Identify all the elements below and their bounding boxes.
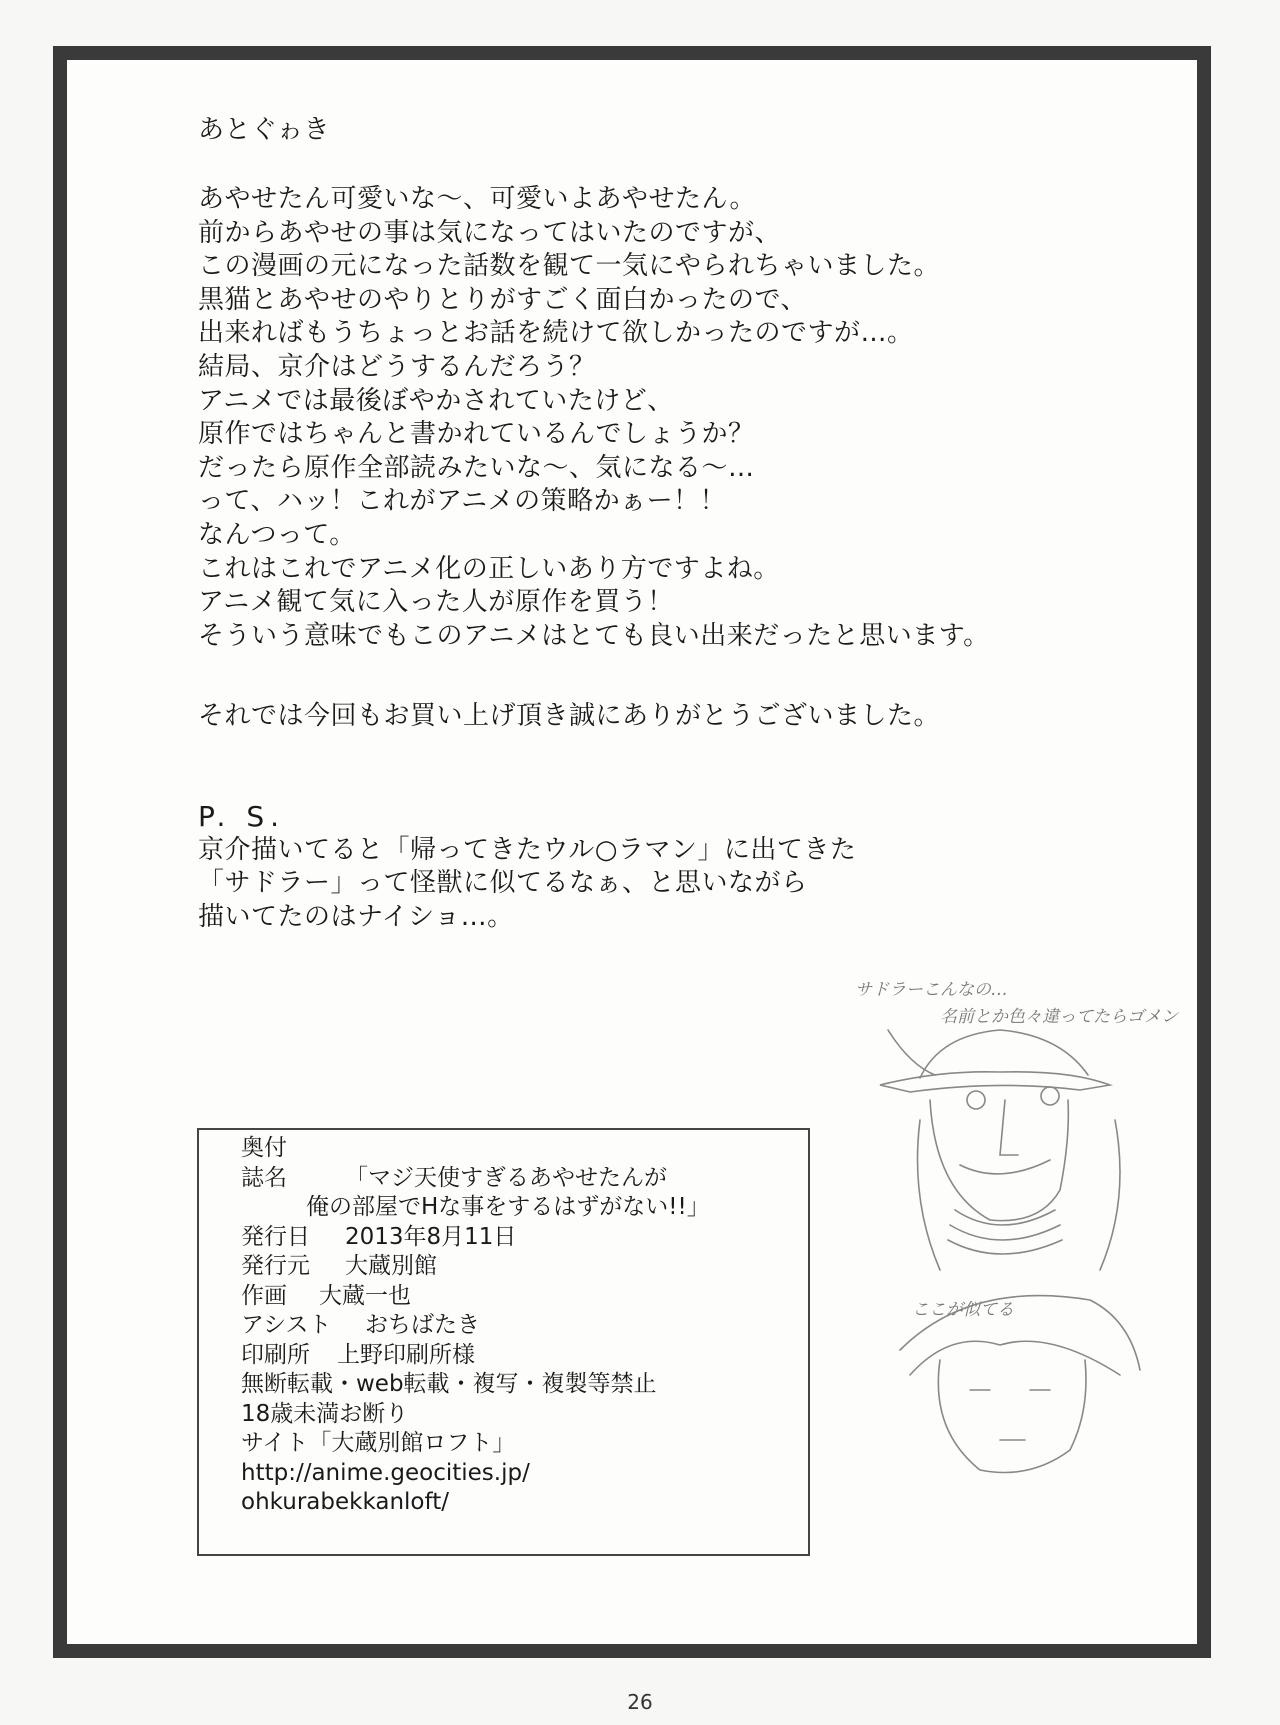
body-line: 前からあやせの事は気になってはいたのですが、 xyxy=(198,217,782,248)
body-line: アニメ観て気に入った人が原作を買う！ xyxy=(198,587,674,618)
body-line: 黒猫とあやせのやりとりがすごく面白かったので、 xyxy=(198,284,807,315)
sketch-note-top-2: 名前とか色々違ってたらゴメン xyxy=(940,1007,1178,1027)
body-line: これはこれでアニメ化の正しいあり方ですよね。 xyxy=(198,553,780,584)
body-line: 原作ではちゃんと書かれているんでしょうか？ xyxy=(198,419,755,450)
body-line: この漫画の元になった話数を観て一気にやられちゃいました。 xyxy=(198,251,941,282)
colophon-url: http://anime.geocities.jp/ xyxy=(241,1459,530,1486)
colophon-row-title-cont: 俺の部屋でHな事をするはずがない!!」 xyxy=(306,1194,710,1220)
colophon-row-title: 誌名 「マジ天使すぎるあやせたんが xyxy=(241,1164,667,1191)
body-line: そういう意味でもこのアニメはとても良い出来だったと思います。 xyxy=(198,620,990,651)
colophon-site: サイト「大蔵別館ロフト」 xyxy=(241,1430,516,1456)
colophon-url-2: ohkurabekkanloft/ xyxy=(241,1489,449,1515)
ps-line: 「サドラー」って怪獣に似てるなぁ、と思いながら xyxy=(198,868,808,899)
monster-and-kyosuke-sketch xyxy=(850,950,1180,1490)
sketch-note-top: サドラーこんなの… xyxy=(855,980,1008,1000)
ps-line: 描いてたのはナイショ…。 xyxy=(198,901,514,932)
colophon-title: 奥付 xyxy=(241,1135,287,1161)
body-line: なんつって。 xyxy=(198,519,356,550)
colophon-box xyxy=(197,1128,810,1556)
afterword-body xyxy=(198,183,990,653)
body-line: 結局、京介はどうするんだろう？ xyxy=(198,351,596,382)
colophon-row-artist: 作画 大蔵一也 xyxy=(241,1282,411,1309)
colophon-notice: 無断転載・web転載・複写・複製等禁止 xyxy=(241,1371,657,1397)
colophon-row-printer: 印刷所 上野印刷所様 xyxy=(241,1341,475,1368)
colophon-age: 18歳未満お断り xyxy=(241,1400,409,1427)
colophon-row-date: 発行日 2013年8月11日 xyxy=(241,1223,517,1250)
closing-line: それでは今回もお買い上げ頂き誠にありがとうございました。 xyxy=(198,701,941,731)
ps-line: 京介描いてると「帰ってきたウル○ラマン」に出てきた xyxy=(198,834,857,865)
postscript xyxy=(198,800,856,934)
body-line: 出来ればもうちょっとお話を続けて欲しかったのですが…。 xyxy=(198,318,914,349)
page-number: 26 xyxy=(627,1690,653,1714)
afterword-heading: あとぐゎき xyxy=(198,115,330,145)
colophon-row-assist: アシスト おちばたき xyxy=(241,1312,480,1338)
body-line: だったら原作全部読みたいな～、気になる～… xyxy=(198,452,755,483)
arrow-icon xyxy=(888,1030,935,1075)
ps-label: P. S. xyxy=(198,800,285,833)
sketch-note-middle: ここが似てる xyxy=(912,1300,1014,1320)
body-line: アニメでは最後ぼやかされていたけど、 xyxy=(198,385,674,416)
body-line: あやせたん可愛いな～、可愛いよあやせたん。 xyxy=(198,184,757,214)
colophon-row-publisher: 発行元 大蔵別館 xyxy=(241,1253,437,1279)
body-line: って、ハッ！これがアニメの策略かぁー！！ xyxy=(198,486,727,517)
